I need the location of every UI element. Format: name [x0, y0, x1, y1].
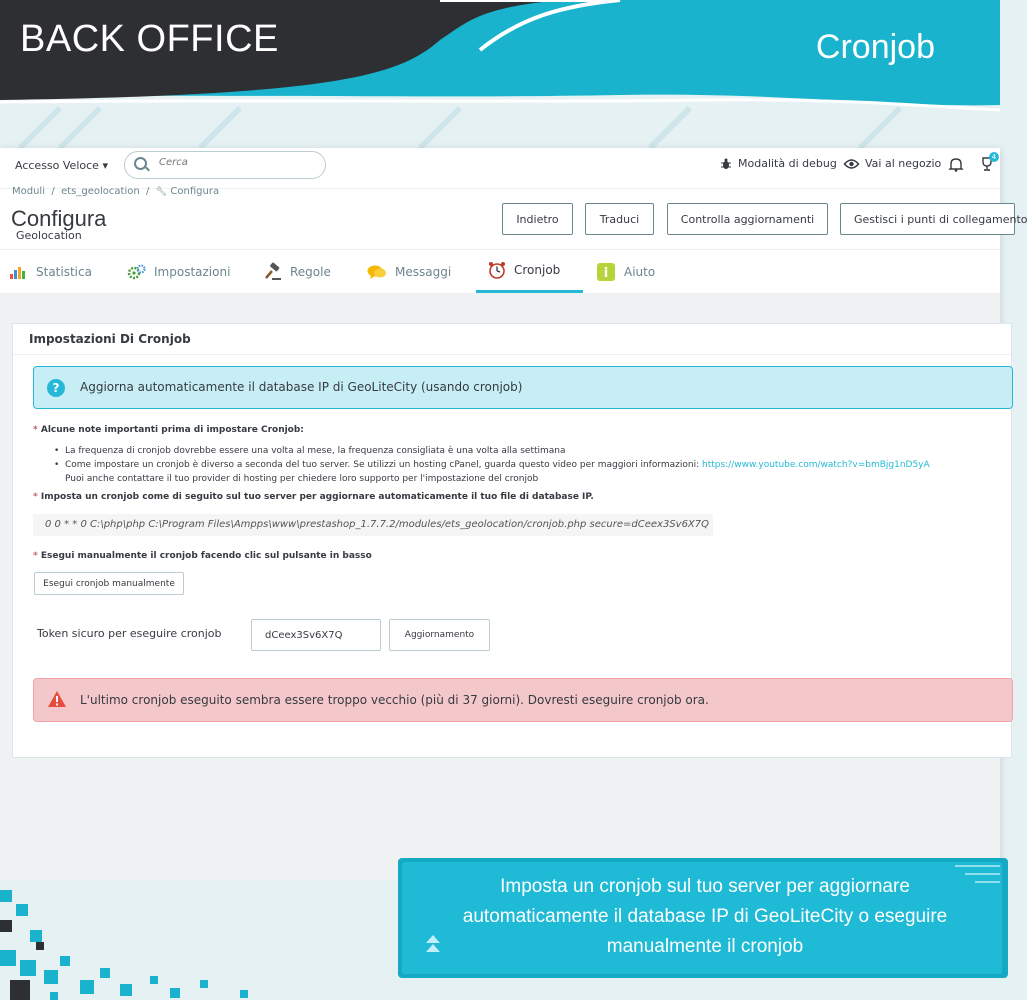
- page-title: Configura: [11, 206, 107, 231]
- warning-icon: [47, 690, 67, 708]
- tab-label: Statistica: [36, 264, 92, 279]
- setup-title: [33, 492, 594, 502]
- tab-cronjob[interactable]: [476, 250, 583, 293]
- breadcrumb: Moduli / ets_geolocation / 🔧︎ Configura: [12, 186, 220, 197]
- help-icon: [596, 262, 616, 282]
- token-label: Token sicuro per eseguire cronjob: [37, 627, 222, 640]
- update-token-button[interactable]: Aggiornamento: [389, 619, 490, 651]
- warning-alert-text: L'ultimo cronjob eseguito sembra essere troppo vecchio (più di 37 giorni). Dovresti eseguire cronjob ora.: [80, 693, 709, 707]
- caret-down-icon: ▾: [102, 159, 108, 172]
- translate-button[interactable]: Traduci: [585, 203, 654, 235]
- tab-label: Messaggi: [395, 264, 452, 279]
- notes-title: [33, 425, 304, 435]
- cron-command: 0 0 * * 0 C:\php\php C:\Program Files\Ampps\www\prestashop_1.7.7.2/modules/ets_geolocation/cronjob.php secure=dCeex3Sv6X7Q: [33, 514, 713, 536]
- banner-title-left: BACK OFFICE: [20, 18, 279, 60]
- bar-chart-icon: [10, 265, 28, 279]
- info-alert-text: Aggiorna automaticamente il database IP di GeoLiteCity (usando cronjob): [80, 380, 523, 394]
- quick-access-dropdown[interactable]: [15, 159, 108, 172]
- gavel-icon: [264, 263, 282, 281]
- callout-line: Imposta un cronjob sul tuo server per aggiornare: [500, 876, 910, 897]
- run-cronjob-button[interactable]: Esegui cronjob manualmente: [34, 572, 184, 595]
- notes-list: [65, 444, 930, 486]
- debug-mode-label: Modalità di debug: [738, 157, 837, 170]
- breadcrumb-item: Configura: [170, 186, 220, 197]
- view-shop-label: Vai al negozio: [865, 157, 942, 170]
- bug-icon: [720, 158, 732, 170]
- list-item-continued: Puoi anche contattare il tuo provider di hosting per chiedere loro supporto per l'impostazione del cronjob: [65, 474, 539, 484]
- bell-icon[interactable]: [949, 157, 963, 172]
- warning-alert: [33, 678, 1013, 722]
- notification-badge: 4: [989, 152, 999, 162]
- page-subtitle: Geolocation: [16, 229, 82, 242]
- content-area: [0, 293, 1000, 923]
- manual-title-text: Esegui manualmente il cronjob facendo clic sul pulsante in basso: [40, 551, 372, 561]
- tab-label: Aiuto: [624, 264, 656, 279]
- list-item: • La frequenza di cronjob dovrebbe essere una volta al mese, la frequenza consigliata è una volta alla settimana: [65, 444, 930, 458]
- tab-help[interactable]: [596, 250, 655, 293]
- chat-bubbles-icon: [367, 264, 387, 280]
- tab-label: Impostazioni: [154, 264, 231, 279]
- tab-rules[interactable]: [264, 250, 331, 293]
- cronjob-settings-panel: [12, 323, 1012, 758]
- tab-settings[interactable]: [128, 250, 230, 293]
- view-shop-link[interactable]: [844, 157, 941, 170]
- info-alert: [33, 366, 1013, 409]
- breadcrumb-item[interactable]: Moduli: [12, 186, 45, 197]
- required-marker: *: [33, 551, 38, 561]
- quick-access-label: Accesso Veloce: [15, 159, 99, 172]
- tab-label: Cronjob: [514, 263, 561, 277]
- wrench-icon: 🔧︎: [155, 187, 168, 197]
- manage-hooks-button[interactable]: Gestisci i punti di collegamento: [840, 203, 1015, 235]
- debug-mode-link[interactable]: [720, 157, 837, 170]
- search-icon: [134, 157, 147, 170]
- check-updates-button[interactable]: Controlla aggiornamenti: [667, 203, 828, 235]
- eye-icon: [844, 159, 859, 169]
- back-button[interactable]: Indietro: [502, 203, 573, 235]
- search-input[interactable]: [157, 156, 311, 169]
- callout-text: [410, 872, 1000, 962]
- clock-icon: [488, 261, 506, 279]
- tab-messages[interactable]: [367, 250, 451, 293]
- breadcrumb-item[interactable]: ets_geolocation: [61, 186, 140, 197]
- panel-divider: [13, 354, 1011, 355]
- banner-title-right: Cronjob: [815, 28, 935, 66]
- notes-title-text: Alcune note importanti prima di impostare Cronjob:: [40, 425, 304, 435]
- required-marker: *: [33, 492, 38, 502]
- top-bar: [0, 148, 1000, 189]
- manual-title: [33, 551, 372, 561]
- callout-line: manualmente il cronjob: [606, 936, 804, 957]
- panel-heading: Impostazioni Di Cronjob: [29, 332, 191, 346]
- svg-text:i: i: [603, 265, 609, 281]
- search-box[interactable]: [124, 151, 326, 179]
- list-item: [65, 458, 930, 472]
- gears-icon: [128, 264, 146, 280]
- admin-window: [0, 148, 1027, 918]
- required-marker: *: [33, 425, 38, 435]
- setup-title-text: Imposta un cronjob come di seguito sul tuo server per aggiornare automaticamente il tuo file di database IP.: [40, 492, 594, 502]
- module-tabs: [0, 249, 1000, 294]
- callout-line: automaticamente il database IP di GeoLiteCity o eseguire: [462, 906, 948, 927]
- tab-label: Regole: [290, 264, 331, 279]
- decorative-pixels: [0, 880, 400, 1000]
- tab-statistics[interactable]: [10, 250, 92, 293]
- youtube-link[interactable]: https://www.youtube.com/watch?v=bmBjg1nD5yA: [702, 460, 930, 470]
- token-input[interactable]: [251, 619, 381, 651]
- question-icon: ?: [47, 379, 65, 397]
- list-item-text: Come impostare un cronjob è diverso a seconda del tuo server. Se utilizzi un hosting cPanel, guarda questo video per maggiori informazioni:: [65, 460, 703, 470]
